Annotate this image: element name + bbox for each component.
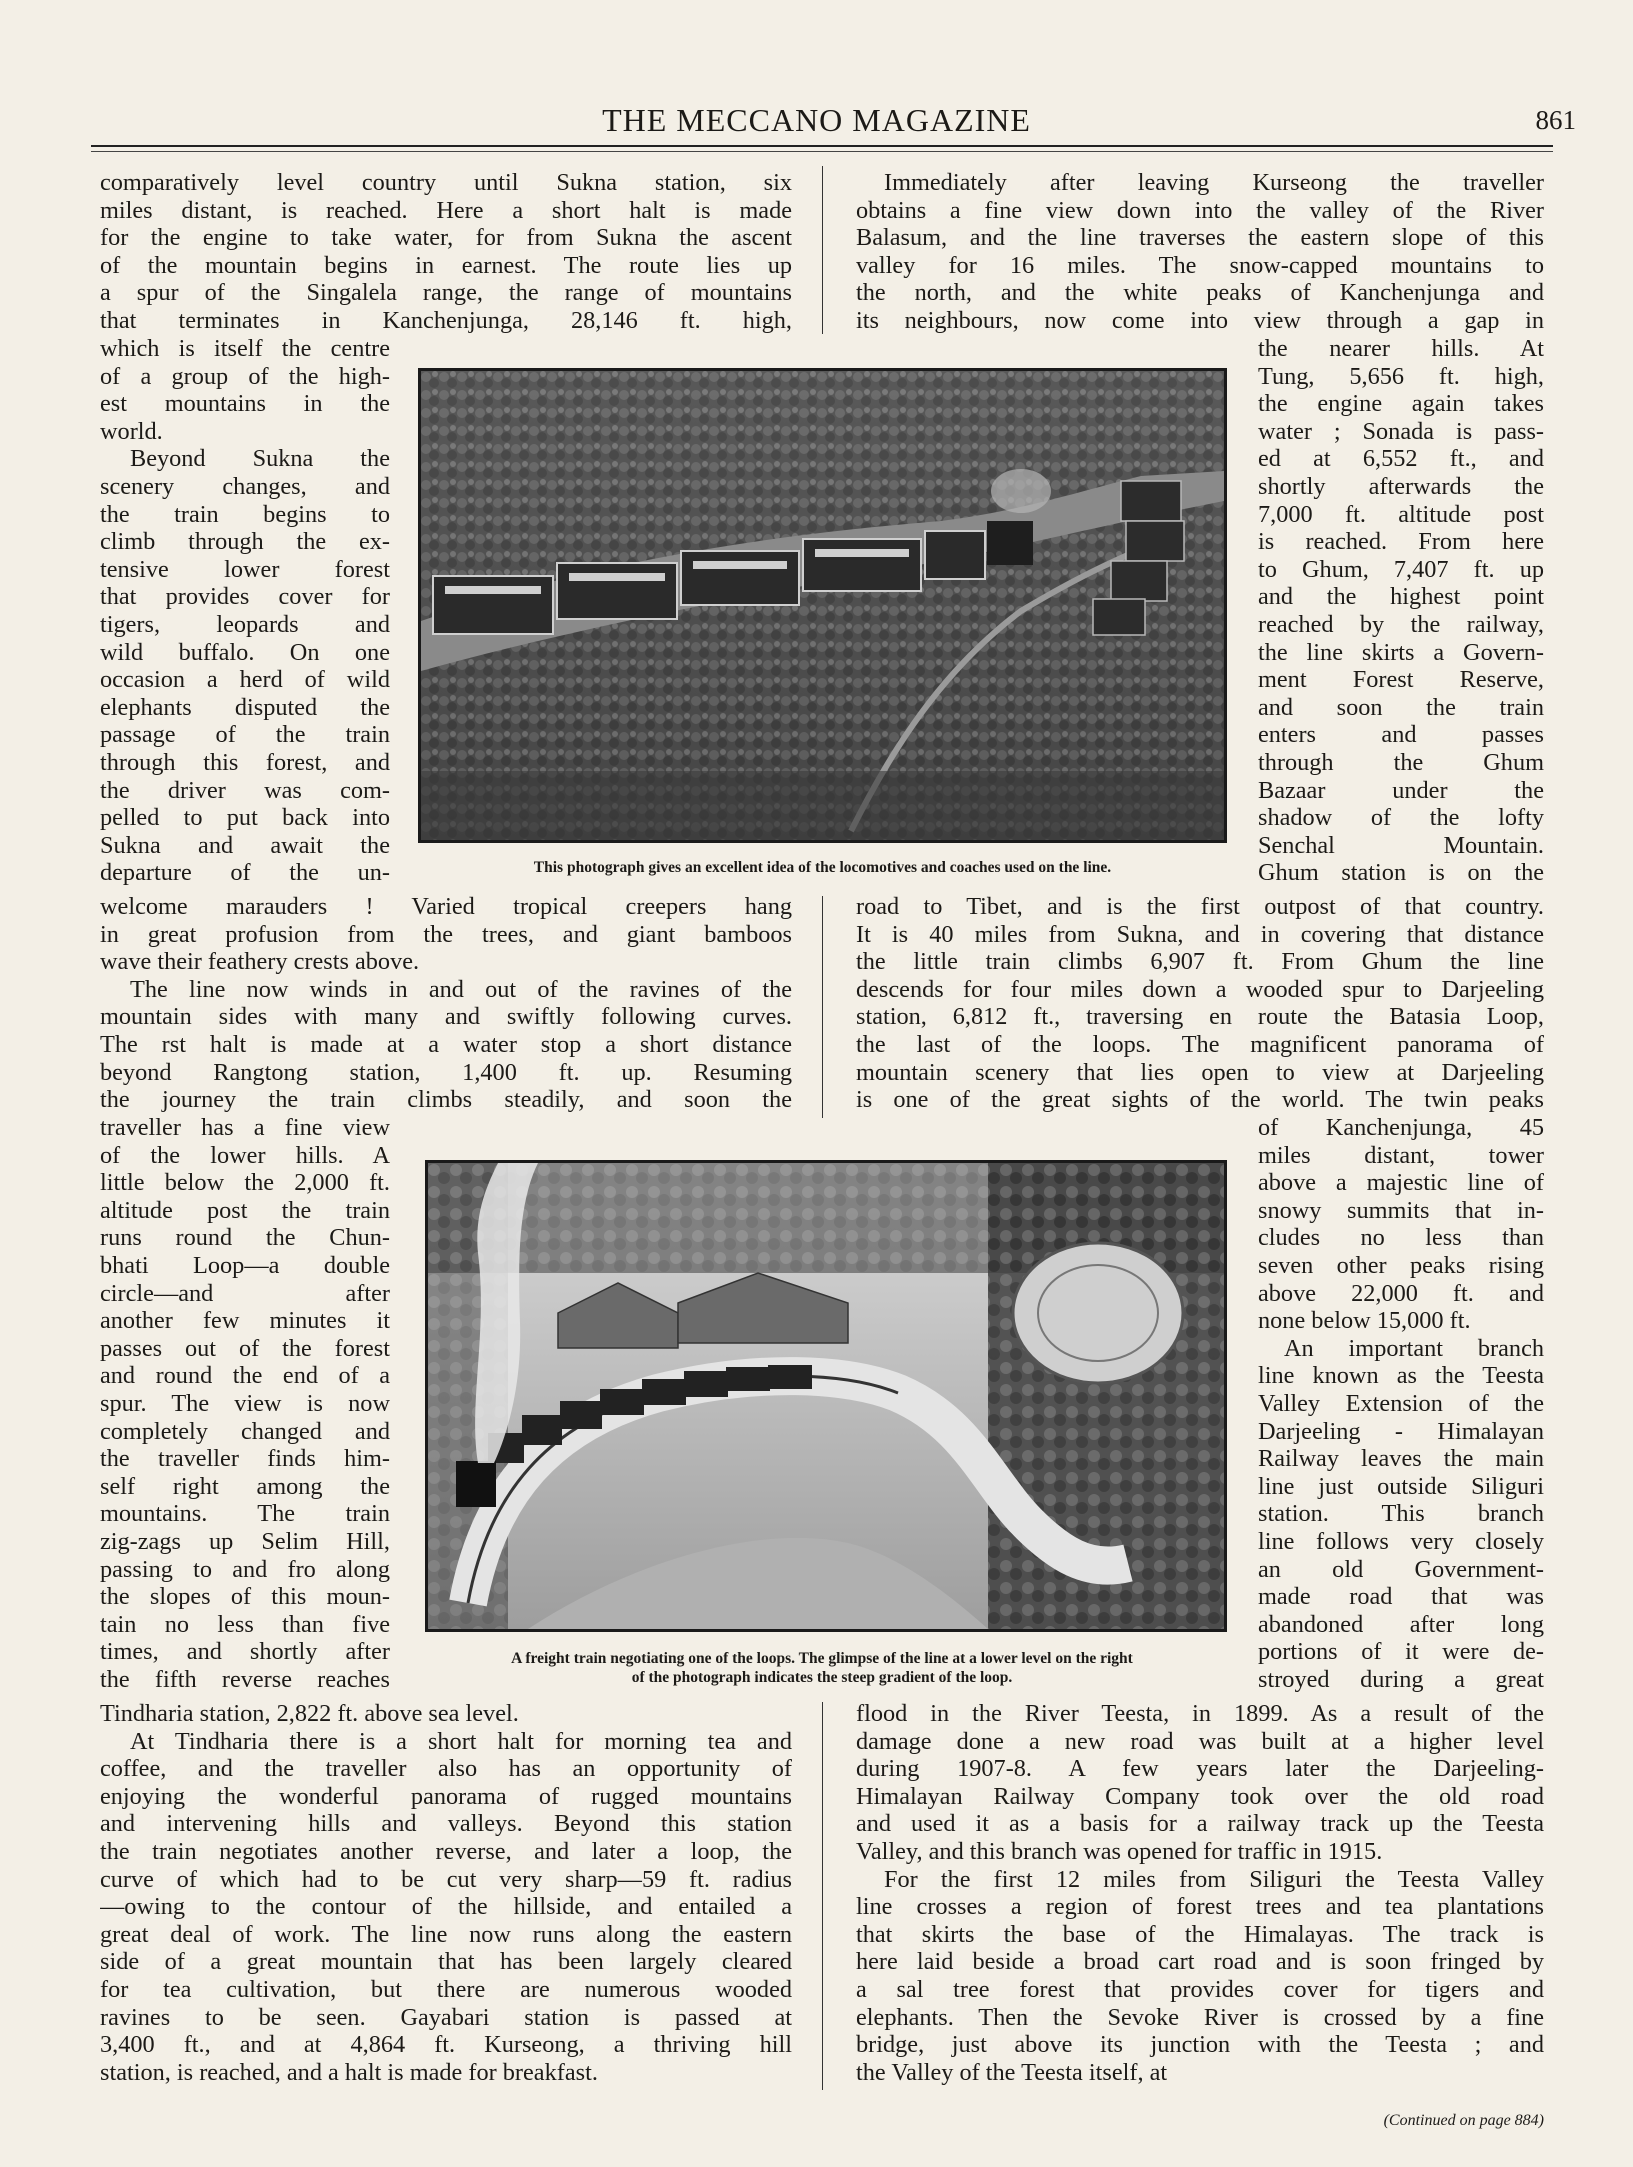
column-divider — [822, 896, 823, 1118]
text-line: bridge, just above its junction with the Teesta ; and — [856, 2031, 1544, 2059]
text-line: the line skirts a Govern- — [1258, 638, 1544, 666]
text-line: abandoned after long — [1258, 1610, 1544, 1638]
text-line: line crosses a region of forest trees and tea plantations — [856, 1893, 1544, 1921]
train-forest-image — [421, 371, 1224, 840]
text-line: comparatively level country until Sukna station, six — [100, 169, 792, 196]
text-line: of Kanchenjunga, 45 — [1258, 1114, 1544, 1141]
text-line: reached by the railway, — [1258, 611, 1544, 638]
text-line: occasion a herd of wild — [100, 666, 390, 694]
text-line: the traveller finds him- — [100, 1445, 390, 1473]
text-line: Darjeeling - Himalayan — [1258, 1417, 1544, 1445]
text-line: seven other peaks rising — [1258, 1252, 1544, 1279]
text-line: At Tindharia there is a short halt for morning tea and — [130, 1727, 792, 1755]
text-line: pelled to put back into — [100, 804, 390, 832]
text-line: 3,400 ft., and at 4,864 ft. Kurseong, a thriving hill — [100, 2031, 792, 2059]
text-line: for the engine to take water, for from Sukna the ascent — [100, 224, 792, 252]
text-line: world. — [100, 417, 163, 445]
text-line: the driver was com- — [100, 776, 390, 804]
text-line: The line now winds in and out of the ravines of the — [130, 975, 792, 1003]
text-line: departure of the un- — [100, 859, 390, 887]
text-line: descends for four miles down a wooded spur to Darjeeling — [856, 975, 1544, 1003]
text-line: above a majestic line of — [1258, 1169, 1544, 1197]
photo-caption: This photograph gives an excellent idea of the locomotives and coaches used on the line. — [533, 859, 1112, 876]
text-line: traveller has a fine view — [100, 1114, 390, 1141]
text-line: spur. The view is now — [100, 1390, 390, 1417]
text-line: Railway leaves the main — [1258, 1445, 1544, 1473]
text-line: is one of the great sights of the world. The twin peaks — [856, 1086, 1544, 1114]
text-line: and round the end of a — [100, 1362, 390, 1390]
text-line: flood in the River Teesta, in 1899. As a result of the — [856, 1700, 1544, 1727]
column-divider — [822, 166, 823, 334]
text-line: passage of the train — [100, 721, 390, 749]
text-line: elephants. Then the Sevoke River is crossed by a fine — [856, 2003, 1544, 2031]
text-line: an old Government- — [1258, 1555, 1544, 1583]
text-line: line follows very closely — [1258, 1528, 1544, 1555]
text-line: shortly afterwards the — [1258, 473, 1544, 500]
text-line: est mountains in the — [100, 390, 390, 418]
text-line: An important branch — [1284, 1334, 1544, 1362]
text-line: here laid beside a broad cart road and is soon fringed by — [856, 1948, 1544, 1976]
text-line: for tea cultivation, but there are numerous wooded — [100, 1976, 792, 2003]
text-line: the slopes of this moun- — [100, 1583, 390, 1611]
text-line: side of a great mountain that has been largely cleared — [100, 1948, 792, 1976]
text-line: a spur of the Singalela range, the range of mountains — [100, 279, 792, 307]
text-line: the nearer hills. At — [1258, 335, 1544, 362]
photo-freight-loop — [425, 1160, 1227, 1632]
loop-train-image — [428, 1163, 1224, 1629]
text-line: mountain sides with many and swiftly following curves. — [100, 1003, 792, 1031]
text-line: little below the 2,000 ft. — [100, 1169, 390, 1197]
text-line: passing to and fro along — [100, 1555, 390, 1583]
text-line: obtains a fine view down into the valley of the River — [856, 196, 1544, 224]
text-line: Tung, 5,656 ft. high, — [1258, 362, 1544, 390]
photo-train-coaches — [418, 368, 1227, 843]
text-line: water ; Sonada is pass- — [1258, 417, 1544, 445]
text-line: wild buffalo. On one — [100, 638, 390, 666]
text-line: coffee, and the traveller also has an opportunity of — [100, 1755, 792, 1783]
text-line: zig-zags up Selim Hill, — [100, 1528, 390, 1555]
text-line: Bazaar under the — [1258, 776, 1544, 804]
text-line: road to Tibet, and is the first outpost of that country. — [856, 893, 1544, 920]
text-line: the train begins to — [100, 500, 390, 528]
text-line: wave their feathery crests above. — [100, 948, 420, 976]
text-line: which is itself the centre — [100, 335, 390, 362]
photo-caption-line-1: A freight train negotiating one of the loops. The glimpse of the line at a lower level on the right — [511, 1650, 1133, 1667]
photo-caption-line-2: of the photograph indicates the steep gradient of the loop. — [631, 1669, 1013, 1686]
text-line: the train negotiates another reverse, and later a loop, the — [100, 1838, 792, 1865]
text-line: It is 40 miles from Sukna, and in covering that distance — [856, 920, 1544, 948]
text-line: the last of the loops. The magnificent panorama of — [856, 1031, 1544, 1058]
text-line: stroyed during a great — [1258, 1666, 1544, 1693]
text-line: made road that was — [1258, 1583, 1544, 1611]
text-line: of a group of the high- — [100, 362, 390, 390]
text-line: tain no less than five — [100, 1610, 390, 1638]
text-line: station. This branch — [1258, 1500, 1544, 1528]
text-line: the engine again takes — [1258, 390, 1544, 418]
text-line: Tindharia station, 2,822 ft. above sea level. — [100, 1700, 519, 1727]
text-line: and the highest point — [1258, 583, 1544, 611]
text-line: elephants disputed the — [100, 693, 390, 721]
text-line: above 22,000 ft. and — [1258, 1279, 1544, 1307]
text-line: Senchal Mountain. — [1258, 831, 1544, 859]
text-line: station, 6,812 ft., traversing en route the Batasia Loop, — [856, 1003, 1544, 1031]
text-line: Balasum, and the line traverses the eastern slope of this — [856, 224, 1544, 252]
text-line: that skirts the base of the Himalayas. The track is — [856, 1920, 1544, 1948]
page-number: 861 — [1535, 105, 1576, 135]
text-line: Sukna and await the — [100, 831, 390, 859]
text-line: damage done a new road was built at a higher level — [856, 1727, 1544, 1755]
text-line: shadow of the lofty — [1258, 804, 1544, 832]
text-line: beyond Rangtong station, 1,400 ft. up. Resuming — [100, 1058, 792, 1086]
text-line: line just outside Siliguri — [1258, 1472, 1544, 1500]
header-rule-thin — [91, 151, 1553, 152]
text-line: ravines to be seen. Gayabari station is passed at — [100, 2003, 792, 2031]
text-line: climb through the ex- — [100, 528, 390, 556]
text-line: the Valley of the Teesta itself, at — [856, 2058, 1168, 2086]
text-line: the north, and the white peaks of Kanchenjunga and — [856, 279, 1544, 307]
text-line: miles distant, tower — [1258, 1141, 1544, 1169]
text-line: tensive lower forest — [100, 555, 390, 583]
text-line: miles distant, is reached. Here a short halt is made — [100, 196, 792, 224]
text-line: The rst halt is made at a water stop a short distance — [100, 1031, 792, 1058]
text-line: Immediately after leaving Kurseong the traveller — [884, 169, 1544, 196]
text-line: is reached. From here — [1258, 528, 1544, 556]
text-line: 7,000 ft. altitude post — [1258, 500, 1544, 528]
text-line: enjoying the wonderful panorama of rugged mountains — [100, 1782, 792, 1810]
text-line: enters and passes — [1258, 721, 1544, 749]
text-line: Ghum station is on the — [1258, 859, 1544, 887]
text-line: the little train climbs 6,907 ft. From Ghum the line — [856, 948, 1544, 976]
text-line: of the mountain begins in earnest. The route lies up — [100, 251, 792, 279]
text-line: circle—and after — [100, 1279, 390, 1307]
text-line: great deal of work. The line now runs along the eastern — [100, 1920, 792, 1948]
text-line: its neighbours, now come into view through a gap in — [856, 307, 1544, 334]
continued-note: (Continued on page 884) — [1383, 2112, 1544, 2129]
text-line: another few minutes it — [100, 1307, 390, 1335]
text-line: and soon the train — [1258, 693, 1544, 721]
text-line: ment Forest Reserve, — [1258, 666, 1544, 694]
text-line: mountains. The train — [100, 1500, 390, 1528]
column-divider — [822, 1702, 823, 2090]
text-line: of the lower hills. A — [100, 1141, 390, 1169]
text-line: the fifth reverse reaches — [100, 1666, 390, 1693]
text-line: through the Ghum — [1258, 749, 1544, 776]
text-line: a sal tree forest that provides cover for tigers and — [856, 1976, 1544, 2003]
text-line: Beyond Sukna the — [130, 445, 390, 473]
text-line: to Ghum, 7,407 ft. up — [1258, 555, 1544, 583]
text-line: completely changed and — [100, 1417, 390, 1445]
text-line: tigers, leopards and — [100, 611, 390, 638]
text-line: mountain scenery that lies open to view at Darjeeling — [856, 1058, 1544, 1086]
text-line: cludes no less than — [1258, 1224, 1544, 1252]
text-line: and intervening hills and valleys. Beyond this station — [100, 1810, 792, 1838]
text-line: welcome marauders ! Varied tropical creepers hang — [100, 893, 792, 920]
text-line: that terminates in Kanchenjunga, 28,146 ft. high, — [100, 307, 792, 334]
text-line: Valley Extension of the — [1258, 1390, 1544, 1417]
text-line: line known as the Teesta — [1258, 1362, 1544, 1390]
text-line: Himalayan Railway Company took over the old road — [856, 1782, 1544, 1810]
text-line: altitude post the train — [100, 1196, 390, 1224]
text-line: that provides cover for — [100, 583, 390, 611]
text-line: portions of it were de- — [1258, 1638, 1544, 1666]
text-line: —owing to the contour of the hillside, and entailed a — [100, 1893, 792, 1921]
text-line: For the first 12 miles from Siliguri the Teesta Valley — [884, 1865, 1544, 1893]
text-line: bhati Loop—a double — [100, 1252, 390, 1279]
text-line: passes out of the forest — [100, 1334, 390, 1362]
text-line: self right among the — [100, 1472, 390, 1500]
text-line: in great profusion from the trees, and giant bamboos — [100, 920, 792, 948]
text-line: through this forest, and — [100, 749, 390, 776]
header-rule — [91, 145, 1553, 147]
magazine-title: THE MECCANO MAGAZINE — [602, 102, 1031, 138]
text-line: during 1907-8. A few years later the Darjeeling- — [856, 1755, 1544, 1783]
text-line: runs round the Chun- — [100, 1224, 390, 1252]
text-line: ed at 6,552 ft., and — [1258, 445, 1544, 473]
text-line: the journey the train climbs steadily, and soon the — [100, 1086, 792, 1114]
text-line: station, is reached, and a halt is made for breakfast. — [100, 2058, 598, 2086]
text-line: scenery changes, and — [100, 473, 390, 500]
text-line: curve of which had to be cut very sharp—59 ft. radius — [100, 1865, 792, 1893]
text-line: snowy summits that in- — [1258, 1196, 1544, 1224]
text-line: times, and shortly after — [100, 1638, 390, 1666]
text-line: valley for 16 miles. The snow-capped mountains to — [856, 251, 1544, 279]
text-line: none below 15,000 ft. — [1258, 1307, 1471, 1335]
text-line: Valley, and this branch was opened for traffic in 1915. — [856, 1838, 1383, 1865]
text-line: and used it as a basis for a railway track up the Teesta — [856, 1810, 1544, 1838]
